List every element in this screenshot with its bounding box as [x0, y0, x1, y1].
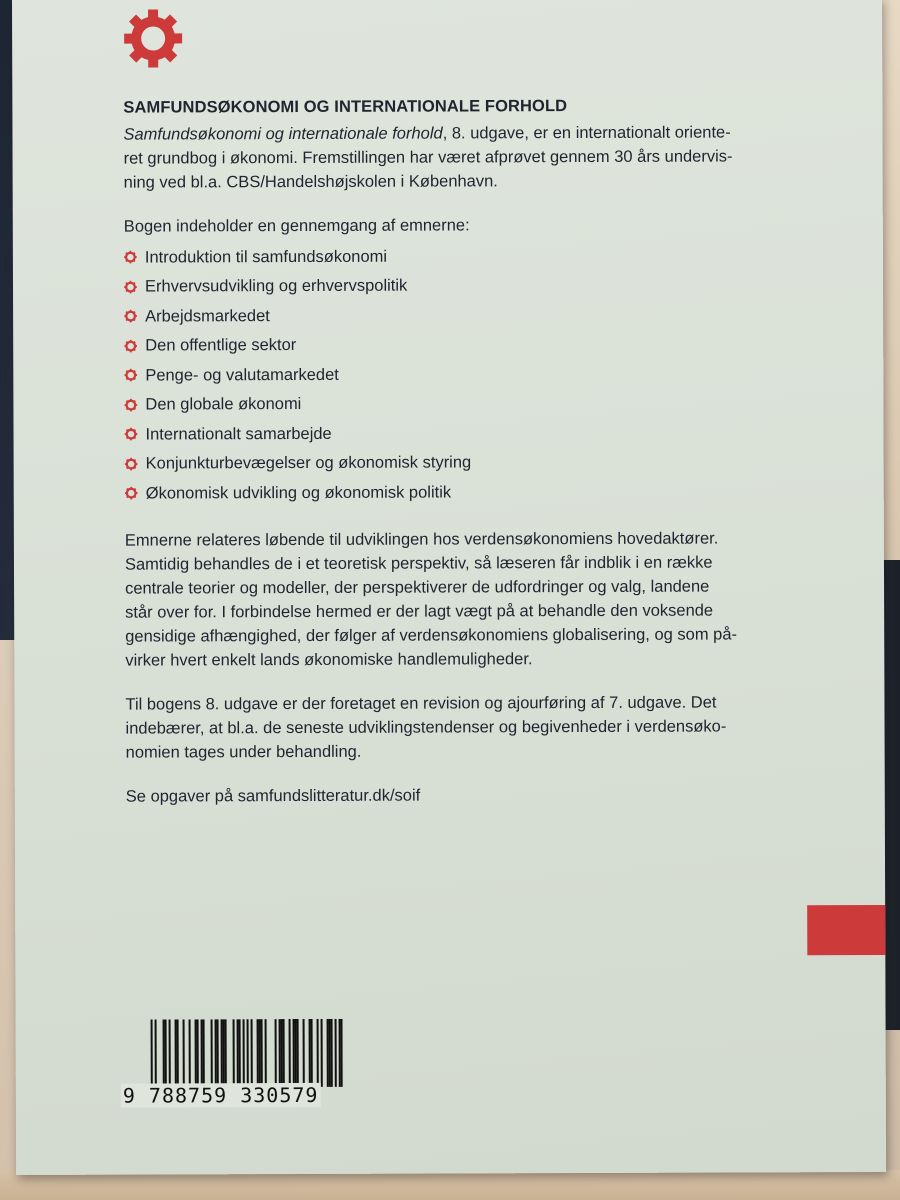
topic-item [124, 270, 784, 302]
barcode-bar [275, 1019, 277, 1087]
barcode-bar [237, 1019, 239, 1087]
topic-item [125, 447, 785, 479]
paragraph-line: Samtidig behandles de i et teoretisk perspektiv, så læseren får indblik i en række [124, 553, 713, 574]
cover-text [123, 93, 785, 808]
topic-item [124, 329, 784, 361]
barcode-bar [289, 1019, 291, 1087]
barcode-bar [339, 1019, 341, 1087]
gear-bullet-icon [124, 398, 137, 411]
paragraph-line: centrale teorier og modeller, der perspektiverer de udfordringer og valg, landene [125, 577, 710, 598]
red-accent-tab [807, 905, 885, 955]
gear-bullet-icon [124, 310, 137, 323]
barcode-bar [303, 1019, 305, 1087]
gear-bullet-icon [124, 369, 137, 382]
book-back-cover [12, 0, 886, 1175]
topic-label: Arbejdsmarkedet [145, 306, 270, 326]
paragraph-line: nomien tages under behandling. [125, 742, 362, 762]
barcode-bar [215, 1019, 217, 1087]
barcode [121, 1019, 343, 1110]
barcode-bar [233, 1019, 235, 1087]
barcode-bar [211, 1019, 213, 1087]
paragraph-line: står over for. I forbindelse hermed er der lagt vægt på at behandle den voksende [125, 601, 714, 622]
barcode-bar [331, 1019, 333, 1087]
barcode-bar [217, 1019, 219, 1087]
topic-item [124, 299, 784, 331]
barcode-bar [183, 1019, 185, 1087]
gear-bullet-icon [124, 280, 137, 293]
topic-label: Penge- og valutamarkedet [145, 365, 339, 385]
paragraph-line: gensidige afhængighed, der følger af verdensøkonomiens globalisering, og som på- [125, 624, 738, 646]
barcode-bar [311, 1019, 313, 1087]
gear-bullet-icon [124, 339, 137, 352]
gear-icon [122, 7, 184, 69]
barcode-bar [281, 1019, 283, 1087]
barcode-bar [203, 1019, 205, 1087]
topic-item [124, 417, 784, 449]
barcode-bar [297, 1019, 299, 1087]
paragraph-2 [125, 526, 785, 672]
gear-bullet-icon [124, 428, 137, 441]
barcode-bar [327, 1019, 329, 1087]
paragraph-line: indebærer, at bl.a. de seneste udviklingstendenser og begivenheder i verdensøko- [125, 717, 727, 738]
barcode-bar [251, 1019, 253, 1087]
paragraph-line: Til bogens 8. udgave er der foretaget en revision og ajourføring af 7. udgave. Det [125, 693, 717, 714]
barcode-bar [265, 1019, 267, 1087]
intro-line1: , 8. udgave, er en internationalt oriente- [442, 123, 731, 143]
topic-item [125, 476, 785, 508]
topic-label: Den offentlige sektor [145, 336, 297, 355]
barcode-bar [283, 1019, 285, 1087]
topic-label: Erhvervsudvikling og erhvervspolitik [144, 276, 408, 296]
barcode-bar [335, 1019, 337, 1087]
barcode-bar [169, 1019, 171, 1087]
barcode-bar [175, 1019, 177, 1087]
barcode-bar [201, 1019, 203, 1087]
book-title: SAMFUNDSØKONOMI OG INTERNATIONALE FORHOLD [123, 97, 568, 117]
barcode-bar [261, 1019, 263, 1087]
barcode-bar [295, 1019, 297, 1087]
topic-item [124, 358, 784, 390]
barcode-bar [321, 1019, 323, 1087]
barcode-bar [341, 1019, 343, 1087]
intro-paragraph [123, 120, 783, 194]
paragraph-line: virker hvert enkelt lands økonomiske handlemuligheder. [125, 649, 533, 670]
topic-label: Introduktion til samfundsøkonomi [144, 247, 388, 267]
barcode-bar [163, 1019, 165, 1087]
topic-label: Internationalt samarbejde [145, 424, 332, 444]
paragraph-3 [125, 690, 785, 764]
gear-bullet-icon [125, 457, 138, 470]
barcode-bar [317, 1019, 319, 1087]
barcode-bar [279, 1019, 281, 1087]
barcode-bar [329, 1019, 331, 1087]
barcode-bar [165, 1019, 167, 1087]
barcode-bar [293, 1019, 295, 1087]
paragraph-line: Emnerne relateres løbende til udviklingen hos verdensøkonomiens hovedaktører. [124, 529, 719, 550]
gear-bullet-icon [124, 251, 137, 264]
barcode-bar [223, 1019, 225, 1087]
barcode-bar [259, 1019, 261, 1087]
barcode-bar [197, 1019, 199, 1087]
topic-label: Økonomisk udvikling og økonomisk politik [145, 483, 452, 503]
intro-line2: ret grundbog i økonomi. Fremstillingen har været afprøvet gennem 30 års undervis- [123, 147, 733, 168]
topic-item [124, 388, 784, 420]
intro-title-italic: Samfundsøkonomi og internationale forhold [123, 124, 443, 144]
barcode-bar [239, 1019, 241, 1087]
topic-label: Konjunkturbevægelser og økonomisk styring [145, 453, 472, 473]
topic-list [124, 240, 785, 508]
topic-item [124, 240, 784, 272]
barcode-bar [221, 1019, 223, 1087]
barcode-bar [189, 1019, 191, 1087]
exercises-link-line: Se opgaver på samfundslitteratur.dk/soif [125, 786, 421, 806]
gear-bullet-icon [125, 487, 138, 500]
intro-line3: ning ved bl.a. CBS/Handelshøjskolen i København. [123, 172, 498, 192]
list-intro: Bogen indeholder en gennemgang af emnerne: [123, 216, 470, 236]
barcode-bar [257, 1019, 259, 1087]
barcode-bar [195, 1019, 197, 1087]
barcode-bar [225, 1019, 227, 1087]
barcode-bar [309, 1019, 311, 1087]
barcode-bar [177, 1019, 179, 1087]
isbn-number: 9 788759 330579 [122, 1082, 319, 1108]
topic-label: Den globale økonomi [145, 395, 302, 414]
